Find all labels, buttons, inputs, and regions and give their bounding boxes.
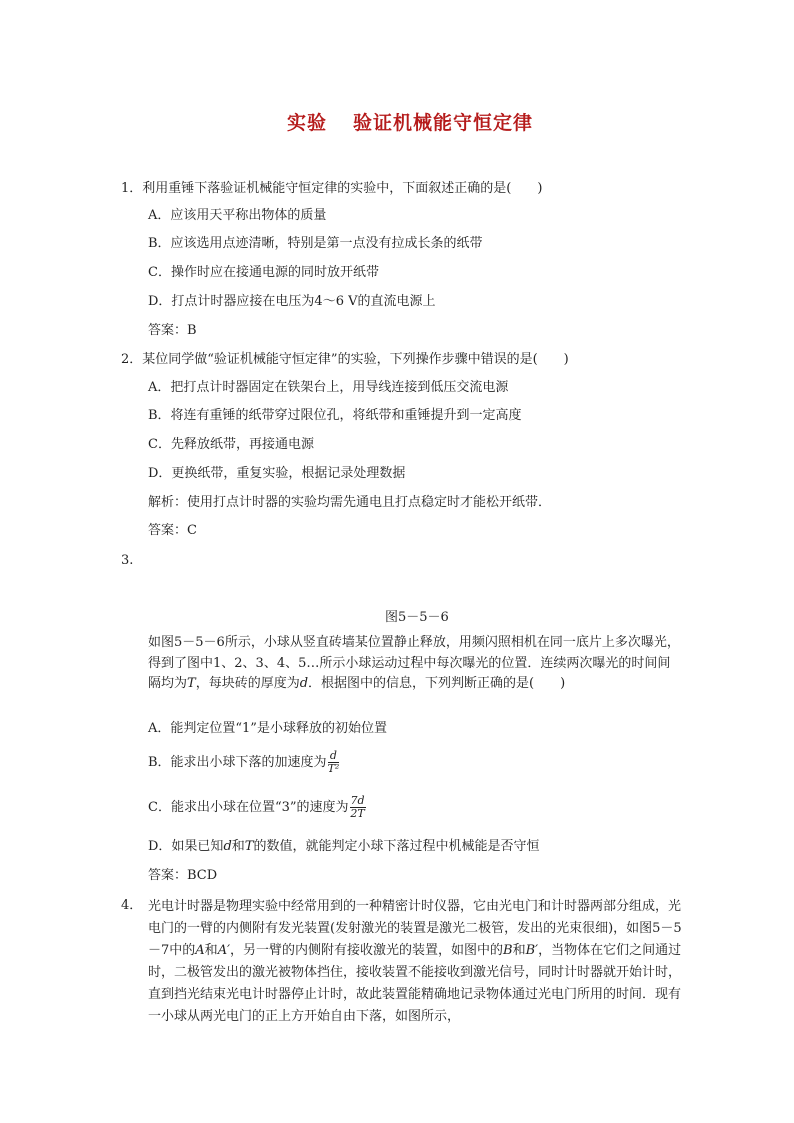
q2-option-b: B．将连有重锤的纸带穿过限位孔，将纸带和重锤提升到一定高度 — [148, 408, 522, 423]
q2-answer: 答案：C — [148, 523, 197, 538]
q1-option-a: A．应该用天平称出物体的质量 — [148, 208, 327, 223]
title-right: 验证机械能守恒定律 — [353, 112, 534, 134]
q3-number: 3. — [121, 553, 134, 568]
q2-option-c: C．先释放纸带，再接通电源 — [148, 437, 314, 452]
q1-option-c: C．操作时应在接通电源的同时放开纸带 — [148, 265, 379, 280]
q2-option-d: D．更换纸带，重复实验，根据记录处理数据 — [148, 466, 406, 481]
fraction-7d-over-2t: $\frac{7d}{2T}$ — [350, 794, 365, 820]
q3-option-b: B．能求出小球下落的加速度为 $\frac{d}{\text{T²}}$ — [148, 749, 340, 775]
title-left: 实验 — [286, 112, 327, 134]
q1-option-d: D．打点计时器应接在电压为4～6 V的直流电源上 — [148, 294, 436, 309]
q1-answer: 答案：B — [148, 323, 197, 338]
q4-number: 4． — [121, 898, 143, 913]
q2-stem: 2．某位同学做“验证机械能守恒定律”的实验，下列操作步骤中错误的是( ) — [121, 352, 569, 367]
q2-analysis: 解析：使用打点计时器的实验均需先通电且打点稳定时才能松开纸带． — [148, 495, 552, 510]
fraction-d-over-t2: $\frac{d}{\text{T²}}$ — [327, 749, 340, 775]
q4-text: 光电计时器是物理实验中经常用到的一种精密计时仪器，它由光电门和计时器两部分组成，光电门的一臂的内侧附有发光装置(发射激光的装置是激光二极管，发出的光束很细)，如图5－5－7中的A和A′，另一臂的内侧附有接收激光的装置，如图中的B和B′，当物体在它们之间通过时，二极管发出的激光被物体挡住，接收装置不能接收到激光信号，同时计时器就开始计时，直到挡光结束光电计时器停止计时，故此装置能精确地记录物体通过光电门所用的时间．现有一小球从两光电门的正上方开始自由下落，如图所示， — [148, 899, 682, 1024]
q2-option-a: A．把打点计时器固定在铁架台上，用导线连接到低压交流电源 — [148, 380, 509, 395]
q1-stem: 1．利用重锤下落验证机械能守恒定律的实验中，下面叙述正确的是( ) — [121, 181, 543, 196]
q3-option-d: D．如果已知d和T的数值，就能判定小球下落过程中机械能是否守恒 — [148, 839, 540, 854]
q3-option-a: A．能判定位置“1”是小球释放的初始位置 — [148, 721, 387, 736]
q3-option-c: C．能求出小球在位置“3”的速度为 $\frac{7d}{2T}$ — [148, 794, 365, 820]
figure-caption: 图5－5－6 — [385, 610, 449, 625]
q3-stem: 如图5－5－6所示，小球从竖直砖墙某位置静止释放，用频闪照相机在同一底片上多次曝光，得到了图中1、2、3、4、5…所示小球运动过程中每次曝光的位置．连续两次曝光的时间间隔均为T，每块砖的厚度为d．根据图中的信息，下列判断正确的是( ) — [148, 635, 680, 691]
q3-answer: 答案：BCD — [148, 868, 218, 883]
q1-option-b: B．应该选用点迹清晰，特别是第一点没有拉成长条的纸带 — [148, 236, 483, 251]
page-title — [0, 108, 794, 135]
